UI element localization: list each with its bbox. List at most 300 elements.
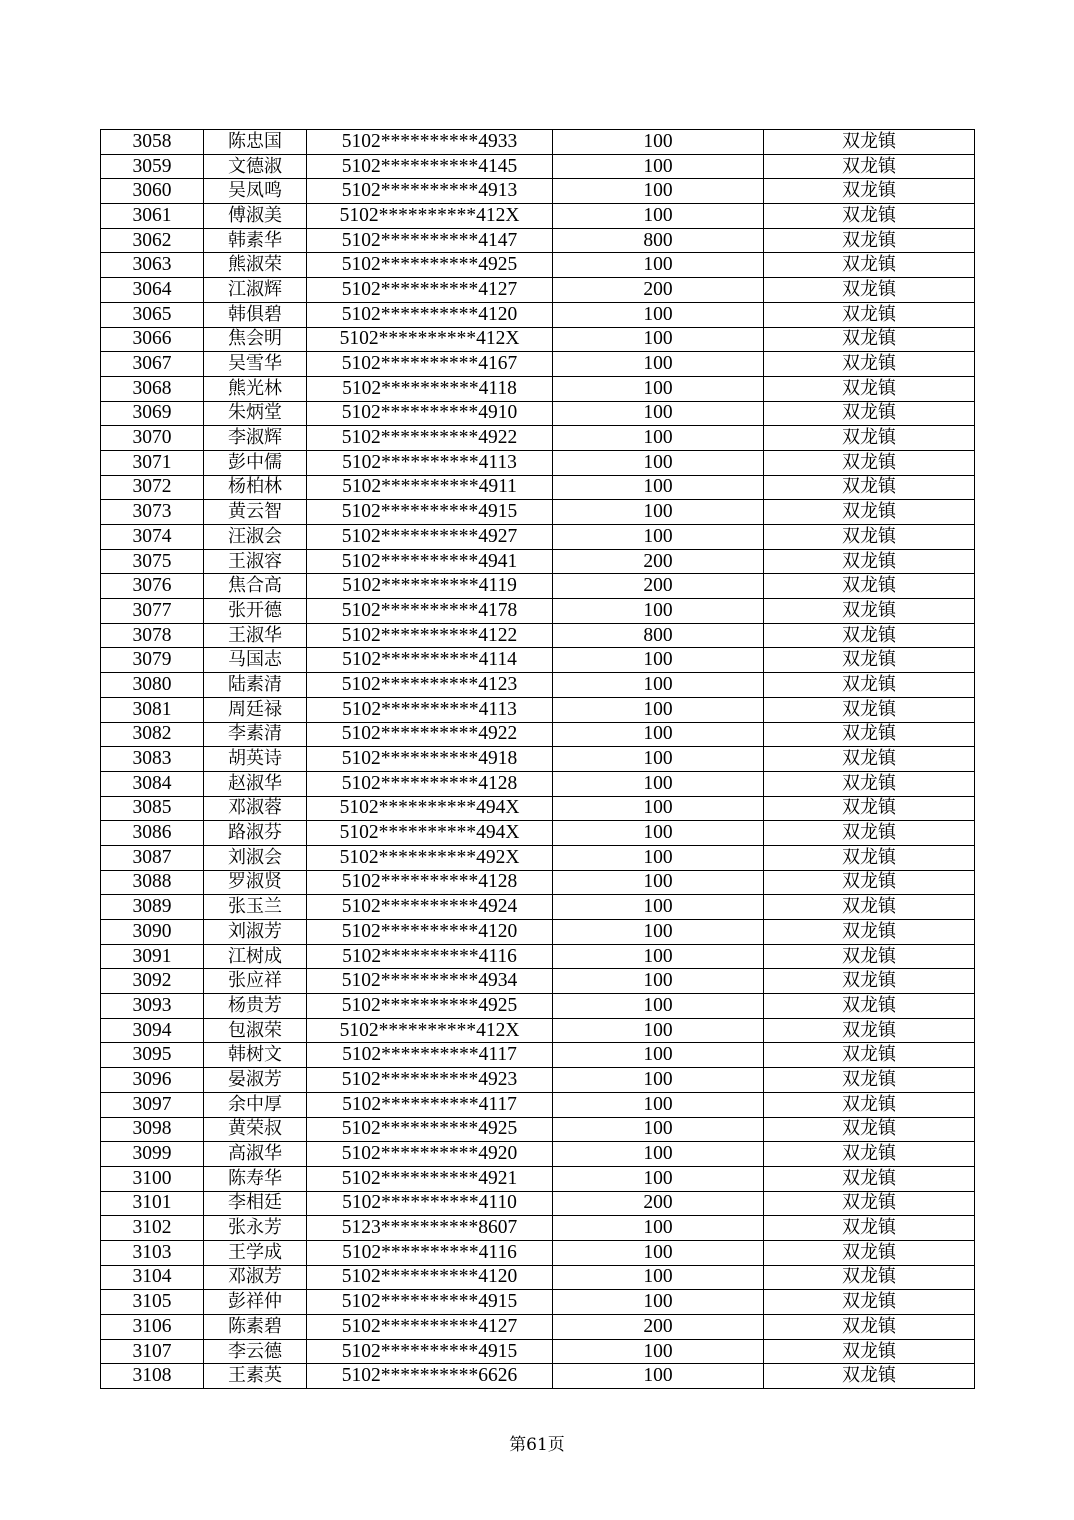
table-row (101, 253, 975, 278)
amount-cell: 100 (553, 426, 764, 451)
table-row (101, 697, 975, 722)
name-cell: 黄云智 (204, 500, 307, 525)
town-cell: 双龙镇 (764, 228, 975, 253)
town-cell: 双龙镇 (764, 1290, 975, 1315)
id-number-cell: 5102**********4922 (307, 426, 553, 451)
amount-cell: 100 (553, 1339, 764, 1364)
name-cell: 熊光林 (204, 376, 307, 401)
id-number-cell: 5102**********492X (307, 845, 553, 870)
id-number-cell: 5102**********4918 (307, 747, 553, 772)
id-number-cell: 5102**********4147 (307, 228, 553, 253)
table-row (101, 1315, 975, 1340)
town-cell: 双龙镇 (764, 130, 975, 155)
amount-cell: 100 (553, 401, 764, 426)
town-cell: 双龙镇 (764, 179, 975, 204)
records-table-body (101, 130, 975, 1389)
name-cell: 文德淑 (204, 154, 307, 179)
town-cell: 双龙镇 (764, 1315, 975, 1340)
amount-cell: 100 (553, 475, 764, 500)
table-row (101, 994, 975, 1019)
table-row (101, 920, 975, 945)
id-number-cell: 5102**********4128 (307, 771, 553, 796)
serial-number-cell: 3081 (101, 697, 204, 722)
town-cell: 双龙镇 (764, 525, 975, 550)
town-cell: 双龙镇 (764, 426, 975, 451)
serial-number-cell: 3090 (101, 920, 204, 945)
serial-number-cell: 3072 (101, 475, 204, 500)
serial-number-cell: 3086 (101, 821, 204, 846)
table-row (101, 1068, 975, 1093)
town-cell: 双龙镇 (764, 253, 975, 278)
name-cell: 陈寿华 (204, 1166, 307, 1191)
amount-cell: 100 (553, 648, 764, 673)
table-row (101, 426, 975, 451)
id-number-cell: 5102**********4911 (307, 475, 553, 500)
serial-number-cell: 3106 (101, 1315, 204, 1340)
id-number-cell: 5102**********4910 (307, 401, 553, 426)
town-cell: 双龙镇 (764, 994, 975, 1019)
serial-number-cell: 3084 (101, 771, 204, 796)
town-cell: 双龙镇 (764, 821, 975, 846)
town-cell: 双龙镇 (764, 599, 975, 624)
id-number-cell: 5102**********4122 (307, 623, 553, 648)
amount-cell: 100 (553, 895, 764, 920)
serial-number-cell: 3093 (101, 994, 204, 1019)
id-number-cell: 5102**********494X (307, 796, 553, 821)
id-number-cell: 5102**********4925 (307, 1117, 553, 1142)
name-cell: 邓淑芳 (204, 1265, 307, 1290)
town-cell: 双龙镇 (764, 771, 975, 796)
name-cell: 罗淑贤 (204, 870, 307, 895)
name-cell: 李淑辉 (204, 426, 307, 451)
table-row (101, 722, 975, 747)
id-number-cell: 5102**********412X (307, 1018, 553, 1043)
name-cell: 陈素碧 (204, 1315, 307, 1340)
town-cell: 双龙镇 (764, 1068, 975, 1093)
serial-number-cell: 3091 (101, 944, 204, 969)
id-number-cell: 5102**********4915 (307, 1339, 553, 1364)
name-cell: 杨柏林 (204, 475, 307, 500)
amount-cell: 100 (553, 870, 764, 895)
table-row (101, 327, 975, 352)
town-cell: 双龙镇 (764, 895, 975, 920)
name-cell: 王素英 (204, 1364, 307, 1389)
table-row (101, 525, 975, 550)
id-number-cell: 5102**********4167 (307, 352, 553, 377)
amount-cell: 100 (553, 1117, 764, 1142)
name-cell: 焦合高 (204, 574, 307, 599)
table-row (101, 747, 975, 772)
amount-cell: 800 (553, 228, 764, 253)
id-number-cell: 5102**********4117 (307, 1092, 553, 1117)
town-cell: 双龙镇 (764, 1364, 975, 1389)
table-row (101, 1166, 975, 1191)
name-cell: 张玉兰 (204, 895, 307, 920)
id-number-cell: 5102**********4117 (307, 1043, 553, 1068)
name-cell: 熊淑荣 (204, 253, 307, 278)
records-table (100, 129, 975, 1389)
amount-cell: 200 (553, 278, 764, 303)
amount-cell: 100 (553, 130, 764, 155)
amount-cell: 100 (553, 722, 764, 747)
amount-cell: 200 (553, 574, 764, 599)
table-row (101, 130, 975, 155)
serial-number-cell: 3065 (101, 302, 204, 327)
amount-cell: 100 (553, 450, 764, 475)
name-cell: 王淑容 (204, 549, 307, 574)
serial-number-cell: 3095 (101, 1043, 204, 1068)
town-cell: 双龙镇 (764, 401, 975, 426)
serial-number-cell: 3103 (101, 1240, 204, 1265)
serial-number-cell: 3082 (101, 722, 204, 747)
id-number-cell: 5102**********6626 (307, 1364, 553, 1389)
name-cell: 胡英诗 (204, 747, 307, 772)
amount-cell: 100 (553, 771, 764, 796)
town-cell: 双龙镇 (764, 722, 975, 747)
amount-cell: 800 (553, 623, 764, 648)
amount-cell: 100 (553, 154, 764, 179)
serial-number-cell: 3064 (101, 278, 204, 303)
table-row (101, 1216, 975, 1241)
table-row (101, 1092, 975, 1117)
serial-number-cell: 3101 (101, 1191, 204, 1216)
id-number-cell: 5102**********4915 (307, 500, 553, 525)
table-row (101, 401, 975, 426)
serial-number-cell: 3071 (101, 450, 204, 475)
amount-cell: 100 (553, 179, 764, 204)
town-cell: 双龙镇 (764, 673, 975, 698)
id-number-cell: 5102**********4925 (307, 994, 553, 1019)
name-cell: 马国志 (204, 648, 307, 673)
id-number-cell: 5102**********4116 (307, 944, 553, 969)
name-cell: 陈忠国 (204, 130, 307, 155)
amount-cell: 100 (553, 302, 764, 327)
table-row (101, 623, 975, 648)
table-row (101, 1265, 975, 1290)
amount-cell: 100 (553, 796, 764, 821)
amount-cell: 200 (553, 1315, 764, 1340)
town-cell: 双龙镇 (764, 1166, 975, 1191)
name-cell: 张永芳 (204, 1216, 307, 1241)
id-number-cell: 5102**********4114 (307, 648, 553, 673)
table-row (101, 450, 975, 475)
amount-cell: 100 (553, 697, 764, 722)
name-cell: 周廷禄 (204, 697, 307, 722)
table-row (101, 376, 975, 401)
town-cell: 双龙镇 (764, 327, 975, 352)
town-cell: 双龙镇 (764, 920, 975, 945)
id-number-cell: 5102**********4178 (307, 599, 553, 624)
amount-cell: 100 (553, 204, 764, 229)
serial-number-cell: 3085 (101, 796, 204, 821)
amount-cell: 100 (553, 1092, 764, 1117)
town-cell: 双龙镇 (764, 450, 975, 475)
id-number-cell: 5102**********4920 (307, 1142, 553, 1167)
table-row (101, 1290, 975, 1315)
name-cell: 刘淑会 (204, 845, 307, 870)
amount-cell: 100 (553, 994, 764, 1019)
id-number-cell: 5102**********4913 (307, 179, 553, 204)
table-row (101, 1364, 975, 1389)
town-cell: 双龙镇 (764, 500, 975, 525)
town-cell: 双龙镇 (764, 549, 975, 574)
id-number-cell: 5102**********412X (307, 204, 553, 229)
name-cell: 李相廷 (204, 1191, 307, 1216)
serial-number-cell: 3060 (101, 179, 204, 204)
name-cell: 彭中儒 (204, 450, 307, 475)
amount-cell: 100 (553, 944, 764, 969)
name-cell: 李素清 (204, 722, 307, 747)
serial-number-cell: 3073 (101, 500, 204, 525)
id-number-cell: 5102**********4934 (307, 969, 553, 994)
id-number-cell: 5102**********4113 (307, 450, 553, 475)
id-number-cell: 5102**********4933 (307, 130, 553, 155)
id-number-cell: 5102**********4128 (307, 870, 553, 895)
id-number-cell: 5102**********4145 (307, 154, 553, 179)
town-cell: 双龙镇 (764, 1339, 975, 1364)
id-number-cell: 5102**********4941 (307, 549, 553, 574)
town-cell: 双龙镇 (764, 944, 975, 969)
id-number-cell: 5102**********4922 (307, 722, 553, 747)
serial-number-cell: 3066 (101, 327, 204, 352)
table-row (101, 895, 975, 920)
id-number-cell: 5102**********4110 (307, 1191, 553, 1216)
town-cell: 双龙镇 (764, 1117, 975, 1142)
town-cell: 双龙镇 (764, 1240, 975, 1265)
name-cell: 李云德 (204, 1339, 307, 1364)
table-row (101, 845, 975, 870)
serial-number-cell: 3062 (101, 228, 204, 253)
table-row (101, 1018, 975, 1043)
id-number-cell: 5102**********4127 (307, 1315, 553, 1340)
table-row (101, 352, 975, 377)
id-number-cell: 5102**********4113 (307, 697, 553, 722)
name-cell: 高淑华 (204, 1142, 307, 1167)
amount-cell: 100 (553, 821, 764, 846)
name-cell: 张应祥 (204, 969, 307, 994)
name-cell: 韩树文 (204, 1043, 307, 1068)
town-cell: 双龙镇 (764, 796, 975, 821)
name-cell: 路淑芬 (204, 821, 307, 846)
serial-number-cell: 3083 (101, 747, 204, 772)
name-cell: 汪淑会 (204, 525, 307, 550)
serial-number-cell: 3100 (101, 1166, 204, 1191)
name-cell: 包淑荣 (204, 1018, 307, 1043)
town-cell: 双龙镇 (764, 352, 975, 377)
name-cell: 余中厚 (204, 1092, 307, 1117)
table-row (101, 204, 975, 229)
table-row (101, 771, 975, 796)
table-row (101, 648, 975, 673)
serial-number-cell: 3058 (101, 130, 204, 155)
serial-number-cell: 3069 (101, 401, 204, 426)
table-row (101, 944, 975, 969)
id-number-cell: 5123**********8607 (307, 1216, 553, 1241)
serial-number-cell: 3097 (101, 1092, 204, 1117)
amount-cell: 100 (553, 747, 764, 772)
table-row (101, 228, 975, 253)
serial-number-cell: 3102 (101, 1216, 204, 1241)
serial-number-cell: 3105 (101, 1290, 204, 1315)
town-cell: 双龙镇 (764, 1043, 975, 1068)
name-cell: 焦会明 (204, 327, 307, 352)
table-row (101, 154, 975, 179)
amount-cell: 100 (553, 1364, 764, 1389)
name-cell: 晏淑芳 (204, 1068, 307, 1093)
amount-cell: 100 (553, 1043, 764, 1068)
amount-cell: 100 (553, 1068, 764, 1093)
table-row (101, 549, 975, 574)
town-cell: 双龙镇 (764, 1216, 975, 1241)
table-row (101, 870, 975, 895)
id-number-cell: 5102**********4123 (307, 673, 553, 698)
town-cell: 双龙镇 (764, 623, 975, 648)
town-cell: 双龙镇 (764, 969, 975, 994)
amount-cell: 100 (553, 1240, 764, 1265)
table-row (101, 1240, 975, 1265)
table-row (101, 302, 975, 327)
name-cell: 刘淑芳 (204, 920, 307, 945)
serial-number-cell: 3075 (101, 549, 204, 574)
amount-cell: 100 (553, 969, 764, 994)
id-number-cell: 5102**********4924 (307, 895, 553, 920)
town-cell: 双龙镇 (764, 870, 975, 895)
name-cell: 吴雪华 (204, 352, 307, 377)
serial-number-cell: 3078 (101, 623, 204, 648)
town-cell: 双龙镇 (764, 747, 975, 772)
name-cell: 黄荣叔 (204, 1117, 307, 1142)
town-cell: 双龙镇 (764, 154, 975, 179)
town-cell: 双龙镇 (764, 1191, 975, 1216)
table-row (101, 278, 975, 303)
name-cell: 赵淑华 (204, 771, 307, 796)
serial-number-cell: 3076 (101, 574, 204, 599)
name-cell: 张开德 (204, 599, 307, 624)
name-cell: 江树成 (204, 944, 307, 969)
amount-cell: 100 (553, 1142, 764, 1167)
table-row (101, 1191, 975, 1216)
serial-number-cell: 3074 (101, 525, 204, 550)
amount-cell: 200 (553, 549, 764, 574)
town-cell: 双龙镇 (764, 1142, 975, 1167)
table-row (101, 179, 975, 204)
name-cell: 陆素清 (204, 673, 307, 698)
serial-number-cell: 3070 (101, 426, 204, 451)
amount-cell: 100 (553, 599, 764, 624)
id-number-cell: 5102**********494X (307, 821, 553, 846)
amount-cell: 100 (553, 920, 764, 945)
town-cell: 双龙镇 (764, 376, 975, 401)
id-number-cell: 5102**********4120 (307, 920, 553, 945)
name-cell: 朱炳堂 (204, 401, 307, 426)
serial-number-cell: 3107 (101, 1339, 204, 1364)
town-cell: 双龙镇 (764, 1265, 975, 1290)
amount-cell: 100 (553, 525, 764, 550)
table-row (101, 673, 975, 698)
amount-cell: 100 (553, 845, 764, 870)
id-number-cell: 5102**********4921 (307, 1166, 553, 1191)
table-row (101, 1117, 975, 1142)
town-cell: 双龙镇 (764, 648, 975, 673)
serial-number-cell: 3096 (101, 1068, 204, 1093)
amount-cell: 100 (553, 1265, 764, 1290)
amount-cell: 100 (553, 352, 764, 377)
id-number-cell: 5102**********4118 (307, 376, 553, 401)
id-number-cell: 5102**********4915 (307, 1290, 553, 1315)
amount-cell: 100 (553, 376, 764, 401)
serial-number-cell: 3079 (101, 648, 204, 673)
town-cell: 双龙镇 (764, 475, 975, 500)
table-row (101, 599, 975, 624)
amount-cell: 100 (553, 253, 764, 278)
id-number-cell: 5102**********4116 (307, 1240, 553, 1265)
serial-number-cell: 3063 (101, 253, 204, 278)
name-cell: 吴凤鸣 (204, 179, 307, 204)
id-number-cell: 5102**********4925 (307, 253, 553, 278)
serial-number-cell: 3059 (101, 154, 204, 179)
table-row (101, 500, 975, 525)
name-cell: 彭祥仲 (204, 1290, 307, 1315)
name-cell: 杨贵芳 (204, 994, 307, 1019)
id-number-cell: 5102**********4119 (307, 574, 553, 599)
amount-cell: 100 (553, 500, 764, 525)
id-number-cell: 5102**********412X (307, 327, 553, 352)
serial-number-cell: 3104 (101, 1265, 204, 1290)
serial-number-cell: 3067 (101, 352, 204, 377)
name-cell: 江淑辉 (204, 278, 307, 303)
id-number-cell: 5102**********4127 (307, 278, 553, 303)
serial-number-cell: 3108 (101, 1364, 204, 1389)
amount-cell: 200 (553, 1191, 764, 1216)
amount-cell: 100 (553, 1216, 764, 1241)
town-cell: 双龙镇 (764, 1092, 975, 1117)
id-number-cell: 5102**********4120 (307, 302, 553, 327)
table-row (101, 475, 975, 500)
town-cell: 双龙镇 (764, 204, 975, 229)
id-number-cell: 5102**********4923 (307, 1068, 553, 1093)
name-cell: 韩素华 (204, 228, 307, 253)
id-number-cell: 5102**********4120 (307, 1265, 553, 1290)
amount-cell: 100 (553, 327, 764, 352)
name-cell: 邓淑蓉 (204, 796, 307, 821)
name-cell: 傅淑美 (204, 204, 307, 229)
amount-cell: 100 (553, 1290, 764, 1315)
town-cell: 双龙镇 (764, 574, 975, 599)
serial-number-cell: 3061 (101, 204, 204, 229)
table-row (101, 969, 975, 994)
serial-number-cell: 3080 (101, 673, 204, 698)
name-cell: 王学成 (204, 1240, 307, 1265)
serial-number-cell: 3098 (101, 1117, 204, 1142)
serial-number-cell: 3089 (101, 895, 204, 920)
page-number: 第61页 (509, 1435, 565, 1455)
serial-number-cell: 3094 (101, 1018, 204, 1043)
amount-cell: 100 (553, 1166, 764, 1191)
serial-number-cell: 3087 (101, 845, 204, 870)
town-cell: 双龙镇 (764, 697, 975, 722)
town-cell: 双龙镇 (764, 1018, 975, 1043)
name-cell: 韩俱碧 (204, 302, 307, 327)
town-cell: 双龙镇 (764, 278, 975, 303)
amount-cell: 100 (553, 1018, 764, 1043)
town-cell: 双龙镇 (764, 302, 975, 327)
amount-cell: 100 (553, 673, 764, 698)
table-row (101, 1339, 975, 1364)
serial-number-cell: 3092 (101, 969, 204, 994)
table-row (101, 1142, 975, 1167)
serial-number-cell: 3088 (101, 870, 204, 895)
serial-number-cell: 3099 (101, 1142, 204, 1167)
